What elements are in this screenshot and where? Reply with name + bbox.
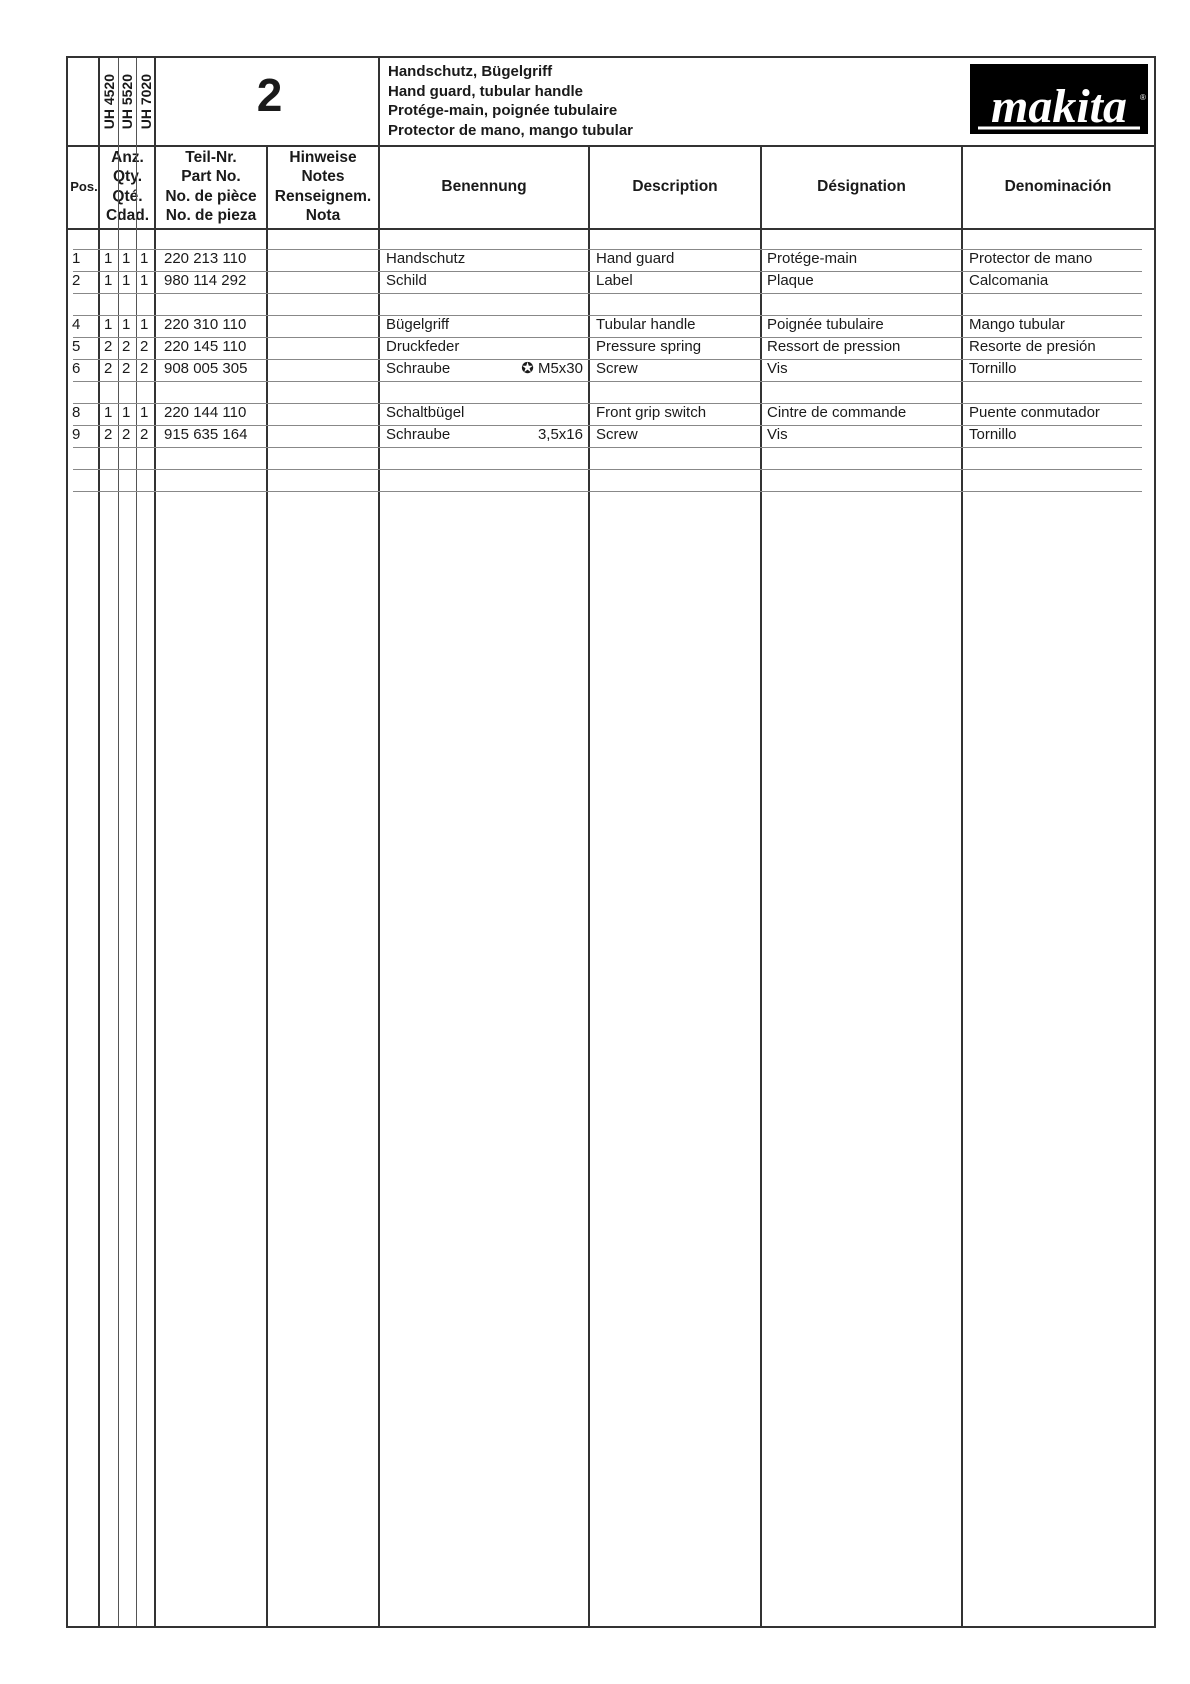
cell-designation: Vis <box>767 360 788 377</box>
row-rule <box>73 491 1142 492</box>
header-part-de: Teil-Nr. <box>185 148 237 166</box>
cell-qty-1: 1 <box>104 250 113 267</box>
row-rule <box>73 469 1142 470</box>
header-denominacion: Denominación <box>1004 177 1112 195</box>
header-pos: Pos. <box>70 178 98 194</box>
cell-qty-3: 2 <box>140 338 149 355</box>
cell-qty-3: 1 <box>140 316 149 333</box>
table-row <box>68 314 1154 336</box>
model-label: UH 5520 <box>119 73 135 130</box>
cell-benennung: Druckfeder <box>386 338 460 355</box>
header-qty-de: Anz. <box>111 148 144 166</box>
cell-benennung: Schraube <box>386 360 451 377</box>
cell-qty-1: 1 <box>104 404 113 421</box>
cell-pos: 1 <box>72 250 81 267</box>
cell-part-no: 220 310 110 <box>164 316 247 333</box>
table-row <box>68 424 1154 446</box>
cell-qty-2: 1 <box>122 404 131 421</box>
header-part-en: Part No. <box>181 168 241 185</box>
cell-designation: Protége-main <box>767 250 858 267</box>
cell-qty-1: 1 <box>104 316 113 333</box>
cell-benennung: Schild <box>386 272 427 289</box>
title-block <box>388 62 633 140</box>
cell-denominacion: Tornillo <box>969 360 1017 377</box>
cell-description: Screw <box>596 426 638 443</box>
cell-denominacion: Puente conmutador <box>969 404 1100 421</box>
model-label: UH 7020 <box>137 73 154 130</box>
cell-designation: Cintre de commande <box>767 404 907 421</box>
cell-denominacion: Mango tubular <box>969 316 1065 333</box>
header-designation: Désignation <box>817 177 906 195</box>
parts-list-sheet <box>66 56 1156 1628</box>
title-fr: Protége-main, poignée tubulaire <box>388 102 618 119</box>
group-number: 2 <box>256 69 283 121</box>
cell-part-no: 915 635 164 <box>164 426 248 443</box>
header-rule-bottom <box>68 228 1154 230</box>
cell-spec: 3,5x16 <box>537 426 583 443</box>
header-qty-es: Cdad. <box>105 207 150 224</box>
cell-pos: 2 <box>72 272 81 289</box>
model-label: UH 4520 <box>101 73 117 130</box>
header-notes-es: Nota <box>305 207 341 224</box>
cell-description: Front grip switch <box>596 404 707 421</box>
makita-logo <box>970 64 1148 134</box>
header-notes-fr: Renseignem. <box>274 187 372 205</box>
cell-designation: Vis <box>767 426 788 443</box>
cell-qty-3: 2 <box>140 360 149 377</box>
cell-benennung: Schraube <box>386 426 451 443</box>
cell-qty-2: 2 <box>122 360 131 377</box>
cell-qty-1: 2 <box>104 426 113 443</box>
cell-pos: 9 <box>72 426 81 443</box>
header-description: Description <box>632 177 718 195</box>
cell-denominacion: Protector de mano <box>969 250 1093 267</box>
cell-denominacion: Calcomania <box>969 272 1049 289</box>
cell-qty-2: 1 <box>122 272 131 289</box>
cell-designation: Ressort de pression <box>767 338 901 355</box>
cell-qty-1: 1 <box>104 272 113 289</box>
cell-part-no: 220 213 110 <box>164 250 247 267</box>
cell-qty-2: 1 <box>122 250 131 267</box>
cell-designation: Plaque <box>767 272 814 289</box>
cell-qty-1: 2 <box>104 360 113 377</box>
row-rule <box>73 447 1142 448</box>
header-part-fr: No. de pièce <box>165 187 257 205</box>
svg-text:®: ® <box>1140 93 1146 102</box>
model-column-1 <box>100 58 118 145</box>
cell-part-no: 980 114 292 <box>164 272 247 289</box>
cell-benennung: Schaltbügel <box>386 404 465 421</box>
cell-benennung: Bügelgriff <box>386 316 450 333</box>
cell-description: Label <box>596 272 633 289</box>
title-es: Protector de mano, mango tubular <box>388 121 634 139</box>
cell-description: Pressure spring <box>596 338 702 355</box>
table-row <box>68 270 1154 292</box>
cell-qty-2: 2 <box>122 338 131 355</box>
cell-part-no: 908 005 305 <box>164 360 248 377</box>
title-en: Hand guard, tubular handle <box>388 82 584 100</box>
cell-pos: 5 <box>72 338 81 355</box>
header-notes <box>267 145 379 228</box>
cell-description: Tubular handle <box>596 316 696 333</box>
header-part-no <box>155 145 267 228</box>
title-de: Handschutz, Bügelgriff <box>388 63 553 80</box>
table-row <box>68 336 1154 358</box>
cell-denominacion: Resorte de presión <box>969 338 1096 355</box>
cell-qty-3: 1 <box>140 404 149 421</box>
header-qty-fr: Qté. <box>112 187 143 205</box>
cell-qty-3: 2 <box>140 426 149 443</box>
logo-text: makita <box>990 80 1128 133</box>
cell-qty-2: 2 <box>122 426 131 443</box>
header-qty-en: Qty. <box>113 168 142 185</box>
table-row <box>68 402 1154 424</box>
cell-benennung: Handschutz <box>386 250 466 267</box>
cell-designation: Poignée tubulaire <box>767 316 884 333</box>
cell-qty-3: 1 <box>140 272 149 289</box>
cell-qty-3: 1 <box>140 250 149 267</box>
cell-part-no: 220 144 110 <box>164 404 247 421</box>
table-row <box>68 358 1154 380</box>
cell-description: Screw <box>596 360 638 377</box>
header-notes-en: Notes <box>301 168 345 185</box>
cell-spec: ✪ M5x30 <box>521 360 583 377</box>
row-rule <box>73 293 1142 294</box>
cell-pos: 4 <box>72 316 81 333</box>
header-qty <box>100 145 155 228</box>
table-row <box>68 248 1154 270</box>
cell-pos: 6 <box>72 360 81 377</box>
cell-qty-2: 1 <box>122 316 131 333</box>
cell-qty-1: 2 <box>104 338 113 355</box>
row-rule <box>73 381 1142 382</box>
header-benennung: Benennung <box>441 177 527 195</box>
model-column-3 <box>136 58 155 145</box>
cell-description: Hand guard <box>596 250 675 267</box>
model-column-2 <box>118 58 136 145</box>
header-notes-de: Hinweise <box>289 148 357 166</box>
cell-denominacion: Tornillo <box>969 426 1017 443</box>
cell-pos: 8 <box>72 404 81 421</box>
header-part-es: No. de pieza <box>165 207 257 224</box>
cell-part-no: 220 145 110 <box>164 338 247 355</box>
